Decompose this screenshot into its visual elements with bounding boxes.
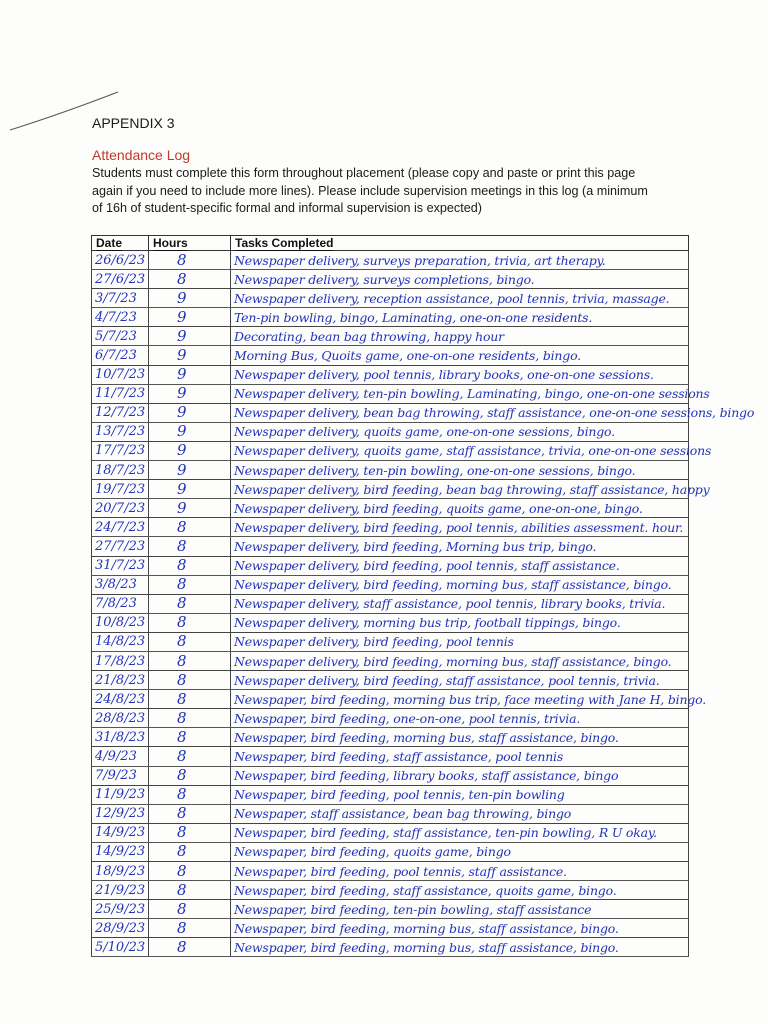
date-cell-text: 3/7/23 [95, 290, 137, 306]
date-cell [92, 499, 149, 518]
date-cell [92, 671, 149, 690]
column-header-tasks: Tasks Completed [231, 236, 689, 251]
date-cell-text: 17/7/23 [95, 443, 146, 459]
tasks-cell-text: Newspaper delivery, bird feeding, morning bus, staff assistance, bingo. [234, 577, 672, 593]
date-cell-text: 25/9/23 [95, 901, 146, 917]
table-row [92, 556, 689, 575]
hours-cell-text: 8 [177, 727, 187, 746]
hours-cell [149, 441, 231, 460]
tasks-cell-text: Newspaper, bird feeding, staff assistance, pool tennis [234, 748, 564, 764]
table-header-row [92, 236, 689, 251]
hours-cell-text: 8 [177, 823, 187, 842]
date-cell-text: 28/8/23 [95, 710, 146, 726]
hours-cell [149, 728, 231, 747]
hours-cell-text: 8 [177, 632, 187, 651]
tasks-cell-text: Newspaper delivery, quoits game, staff assistance, trivia, one-on-one sessions [234, 443, 712, 459]
hours-cell [149, 422, 231, 441]
tasks-cell [231, 690, 706, 709]
tasks-cell-text: Newspaper delivery, quoits game, one-on-one sessions, bingo. [234, 424, 615, 440]
table-row [92, 480, 689, 499]
date-cell [92, 480, 149, 499]
tasks-cell [231, 499, 689, 518]
hours-cell [149, 881, 231, 900]
table-row [92, 632, 689, 651]
date-cell [92, 709, 149, 728]
table-row [92, 270, 689, 289]
hours-cell [149, 365, 231, 384]
tasks-cell [231, 289, 689, 308]
hours-cell-text: 8 [177, 575, 187, 594]
table-row [92, 327, 689, 346]
tasks-cell-text: Newspaper, bird feeding, pool tennis, staff assistance. [234, 863, 567, 879]
table-row [92, 900, 689, 919]
hours-cell-text: 9 [177, 403, 187, 422]
table-row [92, 881, 689, 900]
date-cell-text: 14/9/23 [95, 825, 146, 841]
tasks-cell [231, 766, 689, 785]
date-cell-text: 27/6/23 [95, 271, 146, 287]
hours-cell [149, 480, 231, 499]
date-cell [92, 823, 149, 842]
tasks-cell-text: Newspaper delivery, surveys preparation, trivia, art therapy. [234, 252, 606, 268]
table-row [92, 938, 689, 957]
hours-cell [149, 518, 231, 537]
hours-cell [149, 289, 231, 308]
hours-cell [149, 327, 231, 346]
tasks-cell [231, 709, 689, 728]
page-title: Attendance Log [92, 147, 191, 163]
tasks-cell [231, 728, 689, 747]
date-cell [92, 270, 149, 289]
tasks-cell-text: Newspaper, bird feeding, morning bus trip, face meeting with Jane H, bingo. [234, 691, 706, 707]
tasks-cell-text: Newspaper delivery, reception assistance, pool tennis, trivia, massage. [234, 290, 670, 306]
tasks-cell [231, 308, 689, 327]
date-cell-text: 11/9/23 [95, 787, 146, 803]
table-row [92, 766, 689, 785]
date-cell [92, 365, 149, 384]
tasks-cell-text: Newspaper delivery, bird feeding, pool tennis, abilities assessment. hour. [234, 519, 684, 535]
attendance-log-table [91, 235, 755, 957]
tasks-cell [231, 480, 710, 499]
tasks-cell [231, 747, 689, 766]
date-cell [92, 384, 149, 403]
tasks-cell [231, 365, 689, 384]
date-cell-text: 4/7/23 [95, 309, 137, 325]
tasks-cell-text: Ten-pin bowling, bingo, Laminating, one-on-one residents. [234, 309, 593, 325]
hours-cell [149, 823, 231, 842]
tasks-cell [231, 461, 689, 480]
date-cell [92, 308, 149, 327]
hours-cell-text: 8 [177, 689, 187, 708]
date-cell-text: 13/7/23 [95, 424, 146, 440]
tasks-cell [231, 403, 755, 422]
date-cell [92, 289, 149, 308]
tasks-cell [231, 919, 689, 938]
tasks-cell-text: Newspaper delivery, ten-pin bowling, Laminating, bingo, one-on-one sessions [234, 386, 710, 402]
tasks-cell [231, 441, 712, 460]
tasks-cell [231, 518, 689, 537]
hours-cell [149, 251, 231, 270]
table-row [92, 346, 689, 365]
hours-cell [149, 537, 231, 556]
tasks-cell-text: Newspaper delivery, surveys completions, bingo. [234, 271, 535, 287]
date-cell [92, 690, 149, 709]
tasks-cell [231, 346, 689, 365]
table-row [92, 441, 689, 460]
tasks-cell [231, 556, 689, 575]
date-cell-text: 18/7/23 [95, 462, 146, 478]
hours-cell-text: 9 [177, 384, 187, 403]
hours-cell-text: 8 [177, 517, 187, 536]
column-header-date: Date [92, 236, 149, 251]
tasks-cell [231, 842, 689, 861]
hours-cell [149, 900, 231, 919]
date-cell [92, 766, 149, 785]
table-row [92, 747, 689, 766]
tasks-cell [231, 938, 689, 957]
hours-cell [149, 938, 231, 957]
table-row [92, 518, 689, 537]
hours-cell [149, 403, 231, 422]
hours-cell [149, 270, 231, 289]
date-cell-text: 18/9/23 [95, 863, 146, 879]
date-cell [92, 575, 149, 594]
tasks-cell [231, 613, 689, 632]
date-cell-text: 7/8/23 [95, 596, 137, 612]
hours-cell-text: 9 [177, 441, 187, 460]
tasks-cell-text: Newspaper delivery, bean bag throwing, staff assistance, one-on-one sessions, bingo [234, 405, 755, 421]
tasks-cell-text: Newspaper, bird feeding, pool tennis, ten-pin bowling [234, 787, 565, 803]
date-cell [92, 346, 149, 365]
date-cell [92, 651, 149, 670]
hours-cell [149, 346, 231, 365]
table-row [92, 842, 689, 861]
hours-cell [149, 709, 231, 728]
date-cell-text: 14/8/23 [95, 634, 146, 650]
tasks-cell-text: Newspaper delivery, morning bus trip, football tippings, bingo. [234, 615, 621, 631]
hours-cell [149, 919, 231, 938]
date-cell-text: 27/7/23 [95, 538, 146, 554]
hours-cell-text: 8 [177, 880, 187, 899]
date-cell-text: 14/9/23 [95, 844, 146, 860]
table-row [92, 709, 689, 728]
tasks-cell-text: Newspaper delivery, staff assistance, pool tennis, library books, trivia. [234, 596, 666, 612]
tasks-cell [231, 900, 689, 919]
hours-cell-text: 9 [177, 422, 187, 441]
hours-cell [149, 308, 231, 327]
hours-cell-text: 8 [177, 804, 187, 823]
table-row [92, 308, 689, 327]
tasks-cell-text: Newspaper delivery, bird feeding, pool tennis, staff assistance. [234, 558, 620, 574]
hours-cell-text: 8 [177, 785, 187, 804]
date-cell [92, 594, 149, 613]
tasks-cell-text: Newspaper delivery, bird feeding, staff assistance, pool tennis, trivia. [234, 672, 660, 688]
hours-cell [149, 785, 231, 804]
table-row [92, 651, 689, 670]
table-row [92, 251, 689, 270]
hours-cell [149, 575, 231, 594]
attendance-log-body [92, 250, 755, 957]
date-cell [92, 862, 149, 881]
date-cell-text: 3/8/23 [95, 577, 137, 593]
tasks-cell [231, 270, 689, 289]
tasks-cell [231, 327, 689, 346]
date-cell [92, 938, 149, 957]
hours-cell-text: 8 [177, 670, 187, 689]
tasks-cell [231, 671, 689, 690]
tasks-cell-text: Newspaper, staff assistance, bean bag throwing, bingo [234, 806, 572, 822]
date-cell-text: 12/7/23 [95, 405, 146, 421]
tasks-cell-text: Newspaper, bird feeding, quoits game, bingo [234, 844, 511, 860]
appendix-label: APPENDIX 3 [92, 115, 175, 131]
hours-cell-text: 8 [177, 766, 187, 785]
hours-cell [149, 766, 231, 785]
tasks-cell [231, 862, 689, 881]
tasks-cell-text: Newspaper delivery, pool tennis, library books, one-on-one sessions. [234, 367, 654, 383]
hours-cell-text: 9 [177, 498, 187, 517]
hours-cell-text: 8 [177, 708, 187, 727]
hours-cell-text: 8 [177, 899, 187, 918]
hours-cell-text: 8 [177, 613, 187, 632]
tasks-cell-text: Newspaper, bird feeding, ten-pin bowling, staff assistance [234, 901, 592, 917]
tasks-cell [231, 575, 689, 594]
date-cell-text: 26/6/23 [95, 252, 146, 268]
tasks-cell [231, 881, 689, 900]
hours-cell-text: 8 [177, 594, 187, 613]
table-row [92, 804, 689, 823]
tasks-cell [231, 823, 689, 842]
date-cell-text: 28/9/23 [95, 920, 146, 936]
date-cell-text: 5/10/23 [95, 939, 146, 955]
hours-cell-text: 9 [177, 326, 187, 345]
hours-cell-text: 9 [177, 479, 187, 498]
table-row [92, 823, 689, 842]
tasks-cell-text: Newspaper delivery, bird feeding, morning bus, staff assistance, bingo. [234, 653, 672, 669]
tasks-cell [231, 422, 689, 441]
tasks-cell [231, 651, 689, 670]
date-cell-text: 24/8/23 [95, 691, 146, 707]
date-cell [92, 461, 149, 480]
date-cell [92, 441, 149, 460]
table-row [92, 537, 689, 556]
hours-cell [149, 632, 231, 651]
tasks-cell [231, 251, 689, 270]
date-cell-text: 10/7/23 [95, 367, 146, 383]
date-cell [92, 919, 149, 938]
hours-cell [149, 499, 231, 518]
date-cell-text: 24/7/23 [95, 519, 146, 535]
table-row [92, 461, 689, 480]
table-row [92, 499, 689, 518]
table-row [92, 594, 689, 613]
table-row [92, 613, 689, 632]
table-row [92, 365, 689, 384]
date-cell [92, 747, 149, 766]
date-cell [92, 327, 149, 346]
date-cell [92, 556, 149, 575]
date-cell [92, 518, 149, 537]
table-row [92, 384, 689, 403]
tasks-cell [231, 785, 689, 804]
date-cell-text: 5/7/23 [95, 328, 137, 344]
date-cell-text: 20/7/23 [95, 500, 146, 516]
tasks-cell-text: Decorating, bean bag throwing, happy hour [234, 328, 504, 344]
date-cell [92, 728, 149, 747]
hours-cell [149, 613, 231, 632]
date-cell [92, 251, 149, 270]
hours-cell-text: 8 [177, 842, 187, 861]
date-cell-text: 6/7/23 [95, 348, 137, 364]
tasks-cell [231, 384, 710, 403]
tasks-cell-text: Newspaper, bird feeding, one-on-one, pool tennis, trivia. [234, 710, 581, 726]
tasks-cell-text: Newspaper, bird feeding, library books, staff assistance, bingo [234, 768, 619, 784]
tasks-cell-text: Newspaper, bird feeding, morning bus, staff assistance, bingo. [234, 939, 619, 955]
hours-cell-text: 8 [177, 937, 187, 956]
date-cell [92, 613, 149, 632]
table-row [92, 289, 689, 308]
hours-cell-text: 8 [177, 250, 187, 269]
date-cell-text: 31/8/23 [95, 729, 146, 745]
hours-cell-text: 8 [177, 918, 187, 937]
hours-cell [149, 461, 231, 480]
table-row [92, 862, 689, 881]
tasks-cell-text: Newspaper delivery, bird feeding, bean bag throwing, staff assistance, happy [234, 481, 710, 497]
date-cell-text: 11/7/23 [95, 386, 146, 402]
table-row [92, 728, 689, 747]
tasks-cell [231, 632, 689, 651]
tasks-cell-text: Newspaper, bird feeding, morning bus, staff assistance, bingo. [234, 920, 619, 936]
hours-cell-text: 8 [177, 269, 187, 288]
date-cell [92, 785, 149, 804]
date-cell-text: 12/9/23 [95, 806, 146, 822]
hours-cell-text: 9 [177, 307, 187, 326]
hours-cell-text: 9 [177, 460, 187, 479]
table-row [92, 575, 689, 594]
table-row [92, 690, 689, 709]
hours-cell [149, 384, 231, 403]
date-cell [92, 881, 149, 900]
hours-cell [149, 690, 231, 709]
hours-cell [149, 804, 231, 823]
hours-cell-text: 8 [177, 651, 187, 670]
tasks-cell [231, 804, 689, 823]
date-cell-text: 21/8/23 [95, 672, 146, 688]
hours-cell-text: 8 [177, 746, 187, 765]
table-row [92, 403, 689, 422]
date-cell-text: 31/7/23 [95, 558, 146, 574]
hours-cell [149, 594, 231, 613]
hours-cell [149, 671, 231, 690]
table-row [92, 422, 689, 441]
hours-cell [149, 747, 231, 766]
date-cell [92, 403, 149, 422]
hours-cell-text: 9 [177, 288, 187, 307]
date-cell [92, 900, 149, 919]
hours-cell [149, 556, 231, 575]
tasks-cell-text: Newspaper delivery, bird feeding, quoits game, one-on-one, bingo. [234, 500, 643, 516]
tasks-cell-text: Newspaper delivery, bird feeding, pool tennis [234, 634, 514, 650]
date-cell [92, 537, 149, 556]
tasks-cell-text: Newspaper delivery, ten-pin bowling, one-on-one sessions, bingo. [234, 462, 636, 478]
table-row [92, 785, 689, 804]
hours-cell-text: 8 [177, 861, 187, 880]
tasks-cell-text: Newspaper, bird feeding, staff assistance, ten-pin bowling, R U okay. [234, 825, 657, 841]
date-cell-text: 7/9/23 [95, 768, 137, 784]
hours-cell-text: 9 [177, 346, 187, 365]
date-cell-text: 10/8/23 [95, 615, 146, 631]
hours-cell-text: 8 [177, 536, 187, 555]
date-cell [92, 422, 149, 441]
hours-cell-text: 9 [177, 365, 187, 384]
date-cell-text: 21/9/23 [95, 882, 146, 898]
hours-cell [149, 842, 231, 861]
table-row [92, 671, 689, 690]
date-cell-text: 19/7/23 [95, 481, 146, 497]
tasks-cell-text: Newspaper, bird feeding, morning bus, staff assistance, bingo. [234, 729, 619, 745]
table-row [92, 919, 689, 938]
date-cell-text: 17/8/23 [95, 653, 146, 669]
date-cell [92, 804, 149, 823]
column-header-hours: Hours [149, 236, 231, 251]
date-cell [92, 632, 149, 651]
instructions-text: Students must complete this form throughout placement (please copy and paste or print this page again if you need to include more lines). Please include supervision meetings in this log (a minimum of 16h of student-specific formal and informal supervision is expected) [92, 166, 648, 215]
date-cell [92, 842, 149, 861]
hours-cell [149, 862, 231, 881]
tasks-cell [231, 537, 689, 556]
hours-cell-text: 8 [177, 556, 187, 575]
tasks-cell-text: Newspaper, bird feeding, staff assistance, quoits game, bingo. [234, 882, 617, 898]
date-cell-text: 4/9/23 [95, 748, 137, 764]
hours-cell [149, 651, 231, 670]
tasks-cell-text: Morning Bus, Quoits game, one-on-one residents, bingo. [234, 348, 581, 364]
tasks-cell-text: Newspaper delivery, bird feeding, Morning bus trip, bingo. [234, 538, 597, 554]
tasks-cell [231, 594, 689, 613]
